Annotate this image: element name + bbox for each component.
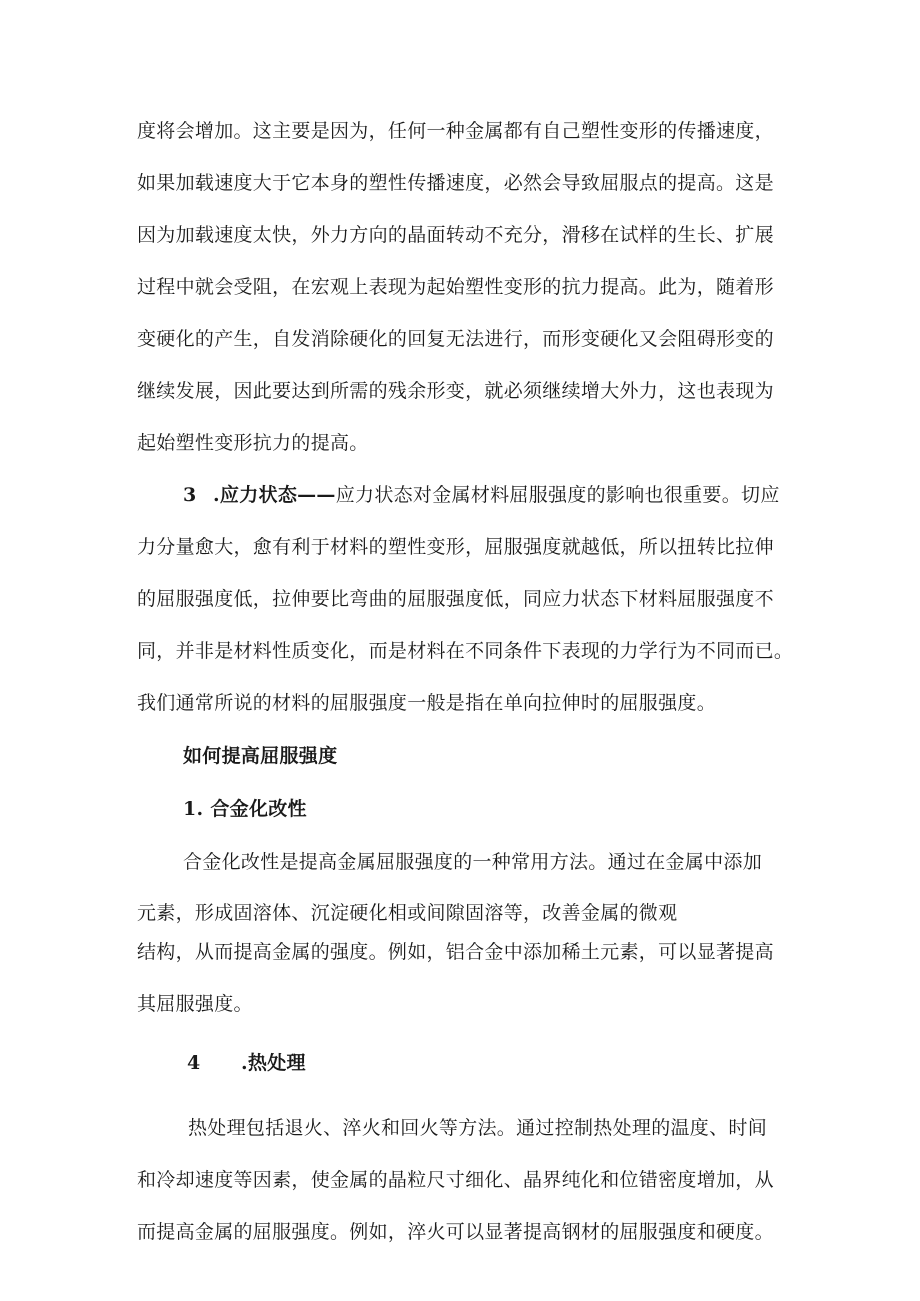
section-title: .应力状态—— xyxy=(213,484,336,506)
body-line: 结构，从而提高金属的强度。例如，铝合金中添加稀土元素，可以显著提高 xyxy=(137,941,774,963)
body-line: 合金化改性是提高金属屈服强度的一种常用方法。通过在金属中添加 xyxy=(183,851,763,873)
body-line: 其屈服强度。 xyxy=(137,993,253,1015)
body-line: 变硬化的产生，自发消除硬化的回复无法进行，而形变硬化又会阻碍形变的 xyxy=(137,328,774,350)
body-line: 因为加载速度太快，外力方向的晶面转动不充分，滑移在试样的生长、扩展 xyxy=(137,224,774,246)
body-line: 我们通常所说的材料的屈服强度一般是指在单向拉伸时的屈服强度。 xyxy=(137,692,717,714)
stress-first-line xyxy=(183,482,780,508)
body-line: 的屈服强度低，拉伸要比弯曲的屈服强度低，同应力状态下材料屈服强度不 xyxy=(137,588,774,610)
section-number: 4 xyxy=(187,1052,201,1074)
body-line: 而提高金属的屈服强度。例如，淬火可以显著提高钢材的屈服强度和硬度。 xyxy=(137,1221,774,1243)
body-line: 热处理包括退火、淬火和回火等方法。通过控制热处理的温度、时间 xyxy=(188,1117,768,1139)
body-text: 应力状态对金属材料屈服强度的影响也很重要。切应 xyxy=(335,484,780,506)
section-title: .热处理 xyxy=(241,1052,306,1074)
alloy-heading: 1. 合金化改性 xyxy=(183,798,307,820)
body-line: 力分量愈大，愈有利于材料的塑性变形，屈服强度就越低，所以扭转比拉伸 xyxy=(137,536,774,558)
body-line: 继续发展，因此要达到所需的残余形变，就必须继续增大外力，这也表现为 xyxy=(137,380,774,402)
section-number: 3 xyxy=(183,484,197,506)
body-line: 度将会增加。这主要是因为，任何一种金属都有自己塑性变形的传播速度， xyxy=(137,120,774,142)
improve-heading: 如何提高屈服强度 xyxy=(183,745,338,767)
body-line: 同，并非是材料性质变化，而是材料在不同条件下表现的力学行为不同而已。 xyxy=(137,640,794,662)
body-line: 起始塑性变形抗力的提高。 xyxy=(137,432,369,454)
body-line: 元素，形成固溶体、沉淀硬化相或间隙固溶等，改善金属的微观 xyxy=(137,902,678,924)
body-line: 如果加载速度大于它本身的塑性传播速度，必然会导致屈服点的提高。这是 xyxy=(137,172,774,194)
body-line: 过程中就会受阻，在宏观上表现为起始塑性变形的抗力提高。此为，随着形 xyxy=(137,276,774,298)
body-line: 和冷却速度等因素，使金属的晶粒尺寸细化、晶界纯化和位错密度增加，从 xyxy=(137,1169,774,1191)
heat-heading xyxy=(187,1050,306,1076)
